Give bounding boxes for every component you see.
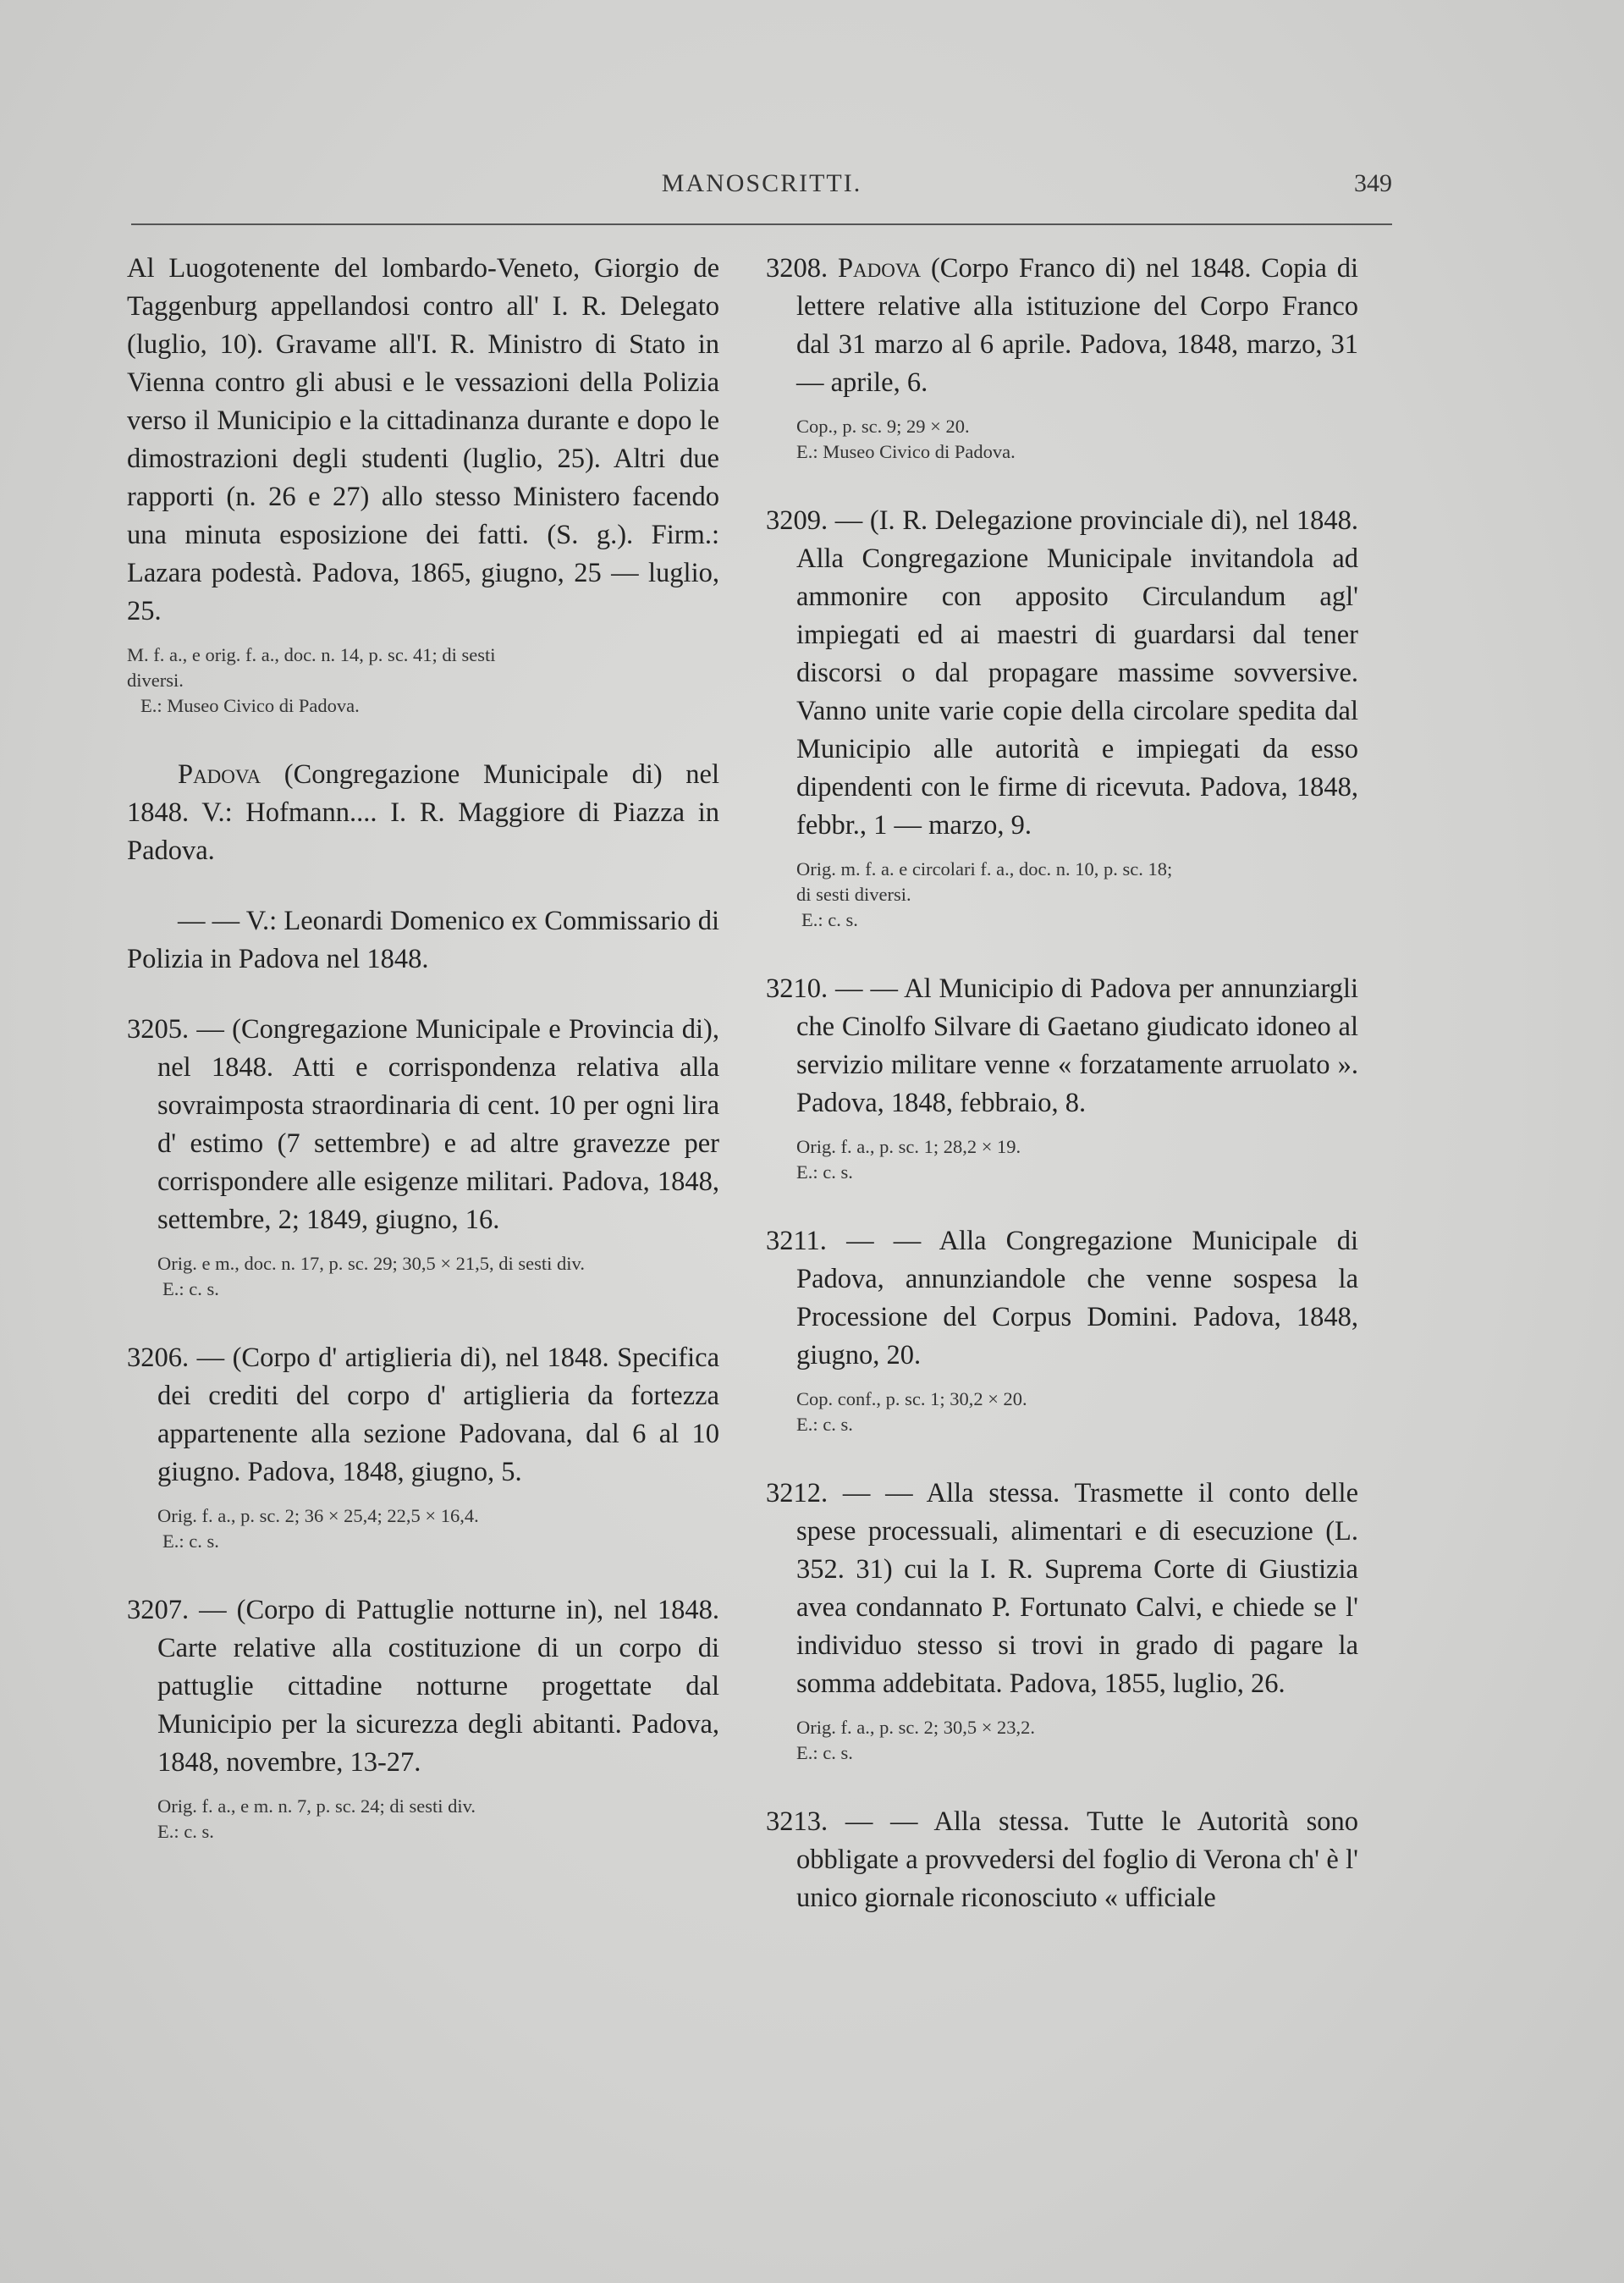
right-column	[766, 250, 1358, 1955]
meta-line: di sesti diversi.	[796, 884, 911, 905]
entry-meta	[766, 1387, 1358, 1437]
entry-continuation	[127, 250, 719, 719]
meta-line: E.: c. s.	[157, 1821, 214, 1842]
meta-line: E.: c. s.	[801, 909, 858, 930]
entry-3210	[766, 970, 1358, 1185]
meta-line: E.: c. s.	[162, 1530, 219, 1552]
entry-3208	[766, 250, 1358, 465]
entry-text: 3206. — (Corpo d' artiglieria di), nel 1848. Specifica dei crediti del corpo d' artiglieria da fortezza appartenente alla sezione Padovana, dal 6 al 10 giugno. Padova, 1848, giugno, 5.	[127, 1343, 719, 1487]
entry-number: 3208.	[766, 253, 838, 284]
meta-line: Cop. conf., p. sc. 1; 30,2 × 20.	[796, 1388, 1027, 1409]
meta-line: M. f. a., e orig. f. a., doc. n. 14, p. sc. 41; di sesti	[127, 644, 496, 665]
entry-padova-congregazione	[127, 756, 719, 870]
entry-lead: Padova	[178, 759, 261, 790]
entry-lead: Padova	[837, 253, 922, 284]
entry-body: (Corpo Franco di) nel 1848. Copia di lettere relative alla istituzione del Corpo Franco dal 31 marzo al 6 aprile. Padova, 1848, marzo, 31 — aprile, 6.	[796, 253, 1359, 398]
meta-line: diversi.	[127, 670, 184, 691]
entry-text	[766, 250, 1358, 402]
entry-meta	[766, 414, 1358, 465]
entry-3209	[766, 502, 1358, 933]
header-rule	[131, 223, 1392, 225]
entry-3212	[766, 1475, 1358, 1766]
meta-line: E.: c. s.	[796, 1742, 853, 1763]
entry-meta	[127, 642, 719, 719]
entry-meta	[127, 1503, 719, 1554]
meta-line: Orig. f. a., p. sc. 2; 30,5 × 23,2.	[796, 1717, 1036, 1738]
entry-text: 3211. — — Alla Congregazione Municipale di Padova, annunziandole che venne sospesa la Processione del Corpus Domini. Padova, 1848, giugno, 20.	[766, 1226, 1358, 1370]
page-header	[131, 169, 1392, 212]
entry-text	[127, 756, 719, 870]
entry-meta	[766, 1134, 1358, 1185]
entry-meta	[127, 1251, 719, 1302]
entry-meta	[127, 1794, 719, 1845]
left-column	[127, 250, 719, 1882]
entry-3207	[127, 1591, 719, 1845]
entry-meta	[766, 857, 1358, 933]
entry-text: 3210. — — Al Municipio di Padova per annunziargli che Cinolfo Silvare di Gaetano giudicato idoneo al servizio militare venne « forzatamente arruolato ». Padova, 1848, febbraio, 8.	[766, 973, 1358, 1118]
entry-3213	[766, 1803, 1358, 1917]
entry-3205	[127, 1011, 719, 1302]
meta-line: Orig. f. a., e m. n. 7, p. sc. 24; di sesti div.	[157, 1795, 476, 1817]
meta-line: Cop., p. sc. 9; 29 × 20.	[796, 416, 970, 437]
entry-text: 3207. — (Corpo di Pattuglie notturne in), nel 1848. Carte relative alla costituzione di un corpo di pattuglie cittadine notturne progettate dal Municipio per la sicurezza degli abitanti. Padova, 1848, novembre, 13-27.	[127, 1595, 719, 1778]
meta-line: Orig. m. f. a. e circolari f. a., doc. n. 10, p. sc. 18;	[796, 858, 1173, 880]
entry-meta	[766, 1715, 1358, 1766]
meta-line: E.: c. s.	[796, 1161, 853, 1183]
entry-text: 3213. — — Alla stessa. Tutte le Autorità sono obbligate a provvedersi del foglio di Verona ch' è l' unico giornale riconosciuto « ufficiale	[766, 1806, 1358, 1913]
entry-body: (Congregazione Municipale di) nel 1848. V.: Hofmann.... I. R. Maggiore di Piazza in Padova.	[127, 759, 719, 866]
entry-text: 3212. — — Alla stessa. Trasmette il conto delle spese processuali, alimentari e di esecuzione (L. 352. 31) cui la I. R. Suprema Corte di Giustizia avea condannato P. Fortunato Calvi, e chiede se l' individuo stesso si trovi in grado di pagare la somma addebitata. Padova, 1855, luglio, 26.	[766, 1478, 1358, 1699]
entry-3211	[766, 1222, 1358, 1437]
meta-line: Orig. f. a., p. sc. 1; 28,2 × 19.	[796, 1136, 1021, 1157]
meta-line: E.: Museo Civico di Padova.	[796, 441, 1016, 462]
entry-text: Al Luogotenente del lombardo-Veneto, Giorgio de Taggenburg appellandosi contro all' I. R. Delegato (luglio, 10). Gravame all'I. R. Ministro di Stato in Vienna contro gli abusi e le vessazioni della Polizia verso il Municipio e la cittadinanza durante e dopo le dimostrazioni degli studenti (luglio, 25). Altri due rapporti (n. 26 e 27) allo stesso Ministero facendo una minuta esposizione dei fatti. (S. g.). Firm.: Lazara podestà. Padova, 1865, giugno, 25 — luglio, 25.	[127, 253, 719, 626]
meta-line: Orig. f. a., p. sc. 2; 36 × 25,4; 22,5 × 16,4.	[157, 1505, 479, 1526]
meta-line: Orig. e m., doc. n. 17, p. sc. 29; 30,5 × 21,5, di sesti div.	[157, 1253, 585, 1274]
meta-line: E.: c. s.	[796, 1414, 853, 1435]
running-title: MANOSCRITTI.	[661, 169, 862, 197]
entry-3206	[127, 1339, 719, 1554]
meta-line: E.: Museo Civico di Padova.	[140, 695, 360, 716]
page-number: 349	[1354, 169, 1392, 197]
entry-text: 3209. — (I. R. Delegazione provinciale di), nel 1848. Alla Congregazione Municipale invitandola ad ammonire con apposito Circulandum agl' impiegati ed ai maestri di guardarsi dal tener discorsi o dal propagare massime sovversive. Vanno unite varie copie della circolare spedita dal Municipio alle autorità e impiegati da esso dipendenti con le firme di ricevuta. Padova, 1848, febbr., 1 — marzo, 9.	[766, 505, 1358, 841]
entry-text: 3205. — (Congregazione Municipale e Provincia di), nel 1848. Atti e corrispondenza relativa alla sovraimposta straordinaria di cent. 10 per ogni lira d' estimo (7 settembre) e ad altre gravezze per corrispondere alle esigenze militari. Padova, 1848, settembre, 2; 1849, giugno, 16.	[127, 1014, 719, 1235]
entry-text: — — V.: Leonardi Domenico ex Commissario di Polizia in Padova nel 1848.	[127, 906, 719, 974]
meta-line: E.: c. s.	[162, 1278, 219, 1299]
entry-leonardi	[127, 902, 719, 979]
